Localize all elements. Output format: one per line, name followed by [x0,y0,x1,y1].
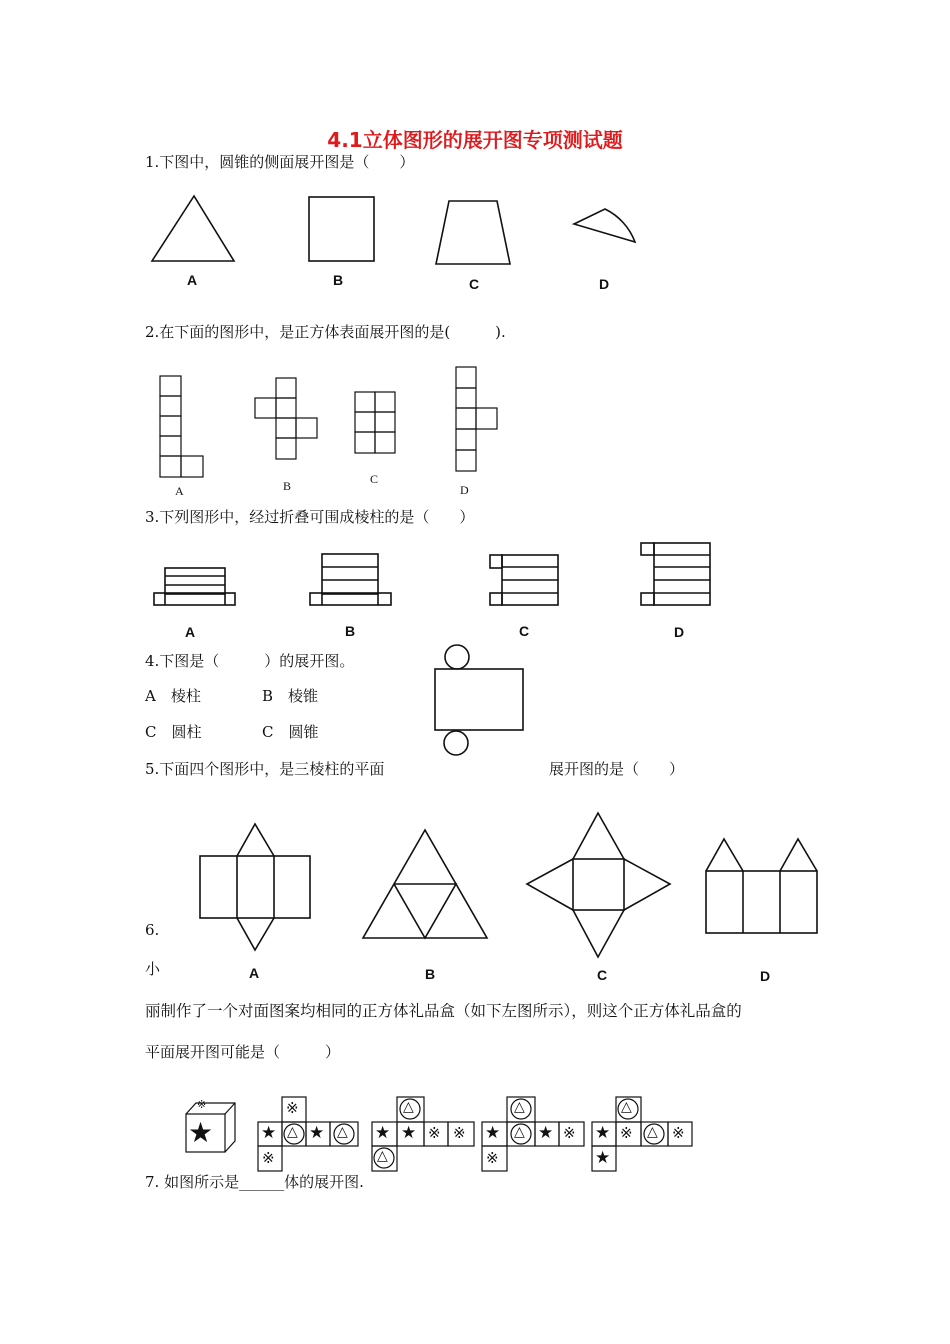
net3-ref-mark-icon-2: ※ [486,1149,499,1167]
question-6-line-1: 丽制作了一个对面图案均相同的正方体礼品盒（如下左图所示），则这个正方体礼品盒的 [145,1002,742,1020]
question-5-text-right: 展开图的是（ ） [549,760,685,778]
net1-star-icon-2: ★ [309,1123,325,1143]
net4-triangle-icon-2: △ [621,1099,632,1115]
q3-label-b: B [345,623,356,639]
net1-triangle-icon: △ [287,1124,298,1140]
question-6-line-2: 平面展开图可能是（ ） [145,1043,341,1061]
net1-ref-mark-icon-2: ※ [262,1149,275,1167]
q2-label-a: A [175,484,184,498]
cube-front-star-icon: ★ [188,1116,214,1149]
q4-option-4: C 圆锥 [262,723,319,741]
net2-ref-mark-icon-2: ※ [453,1124,466,1142]
net2-star-icon: ★ [375,1123,391,1143]
net4-star-icon: ★ [595,1123,611,1143]
question-1-text: 1.下图中，圆锥的侧面展开图是（ ） [145,153,415,171]
q5-label-d: D [760,968,771,984]
q4-option-1: A 棱柱 [145,687,201,705]
q5-label-c: C [597,967,608,983]
net2-triangle-icon: △ [403,1099,414,1115]
net2-ref-mark-icon: ※ [428,1124,441,1142]
net3-ref-mark-icon: ※ [563,1124,576,1142]
q5-label-b: B [425,966,436,982]
net3-star-icon: ★ [485,1123,501,1143]
q1-label-a: A [187,272,198,288]
q4-option-3: C 圆柱 [145,723,202,741]
page-title: 4.1立体图形的展开图专项测试题 [327,128,623,152]
question-2-text: 2.在下面的图形中，是正方体表面展开图的是( ). [145,323,506,341]
q3-label-a: A [185,624,196,640]
net3-triangle-icon-2: △ [514,1099,525,1115]
q1-label-c: C [469,276,480,292]
net4-star-icon-2: ★ [595,1148,611,1168]
question-5-text-left: 5.下面四个图形中，是三棱柱的平面 [145,760,385,778]
net1-ref-mark-icon: ※ [286,1099,299,1117]
net1-triangle-icon-2: △ [337,1124,348,1140]
net2-triangle-icon-2: △ [377,1148,388,1164]
question-6-number: 6. [145,921,160,939]
q4-option-2: B 棱锥 [262,687,319,705]
q3-label-c: C [519,623,530,639]
q3-label-d: D [674,624,685,640]
question-3-text: 3.下列图形中，经过折叠可围成棱柱的是（ ） [145,508,475,526]
net4-triangle-icon: △ [647,1124,658,1140]
net3-star-icon-2: ★ [538,1123,554,1143]
q2-label-d: D [460,483,469,497]
q2-label-c: C [370,472,379,486]
q1-label-b: B [333,272,344,288]
net4-ref-mark-icon-2: ※ [672,1124,685,1142]
net2-star-icon-2: ★ [401,1123,417,1143]
question-7-text: 7. 如图所示是______体的展开图. [145,1173,364,1191]
question-4-text: 4.下图是（ ）的展开图。 [145,652,355,670]
net4-ref-mark-icon: ※ [620,1124,633,1142]
q1-label-d: D [599,276,610,292]
q2-label-b: B [283,479,292,493]
question-6-first-char: 小 [145,960,161,978]
net3-triangle-icon: △ [514,1124,525,1140]
q5-label-a: A [249,965,260,981]
net1-star-icon: ★ [261,1123,277,1143]
cube-top-ref-mark-icon: ※ [197,1098,207,1111]
